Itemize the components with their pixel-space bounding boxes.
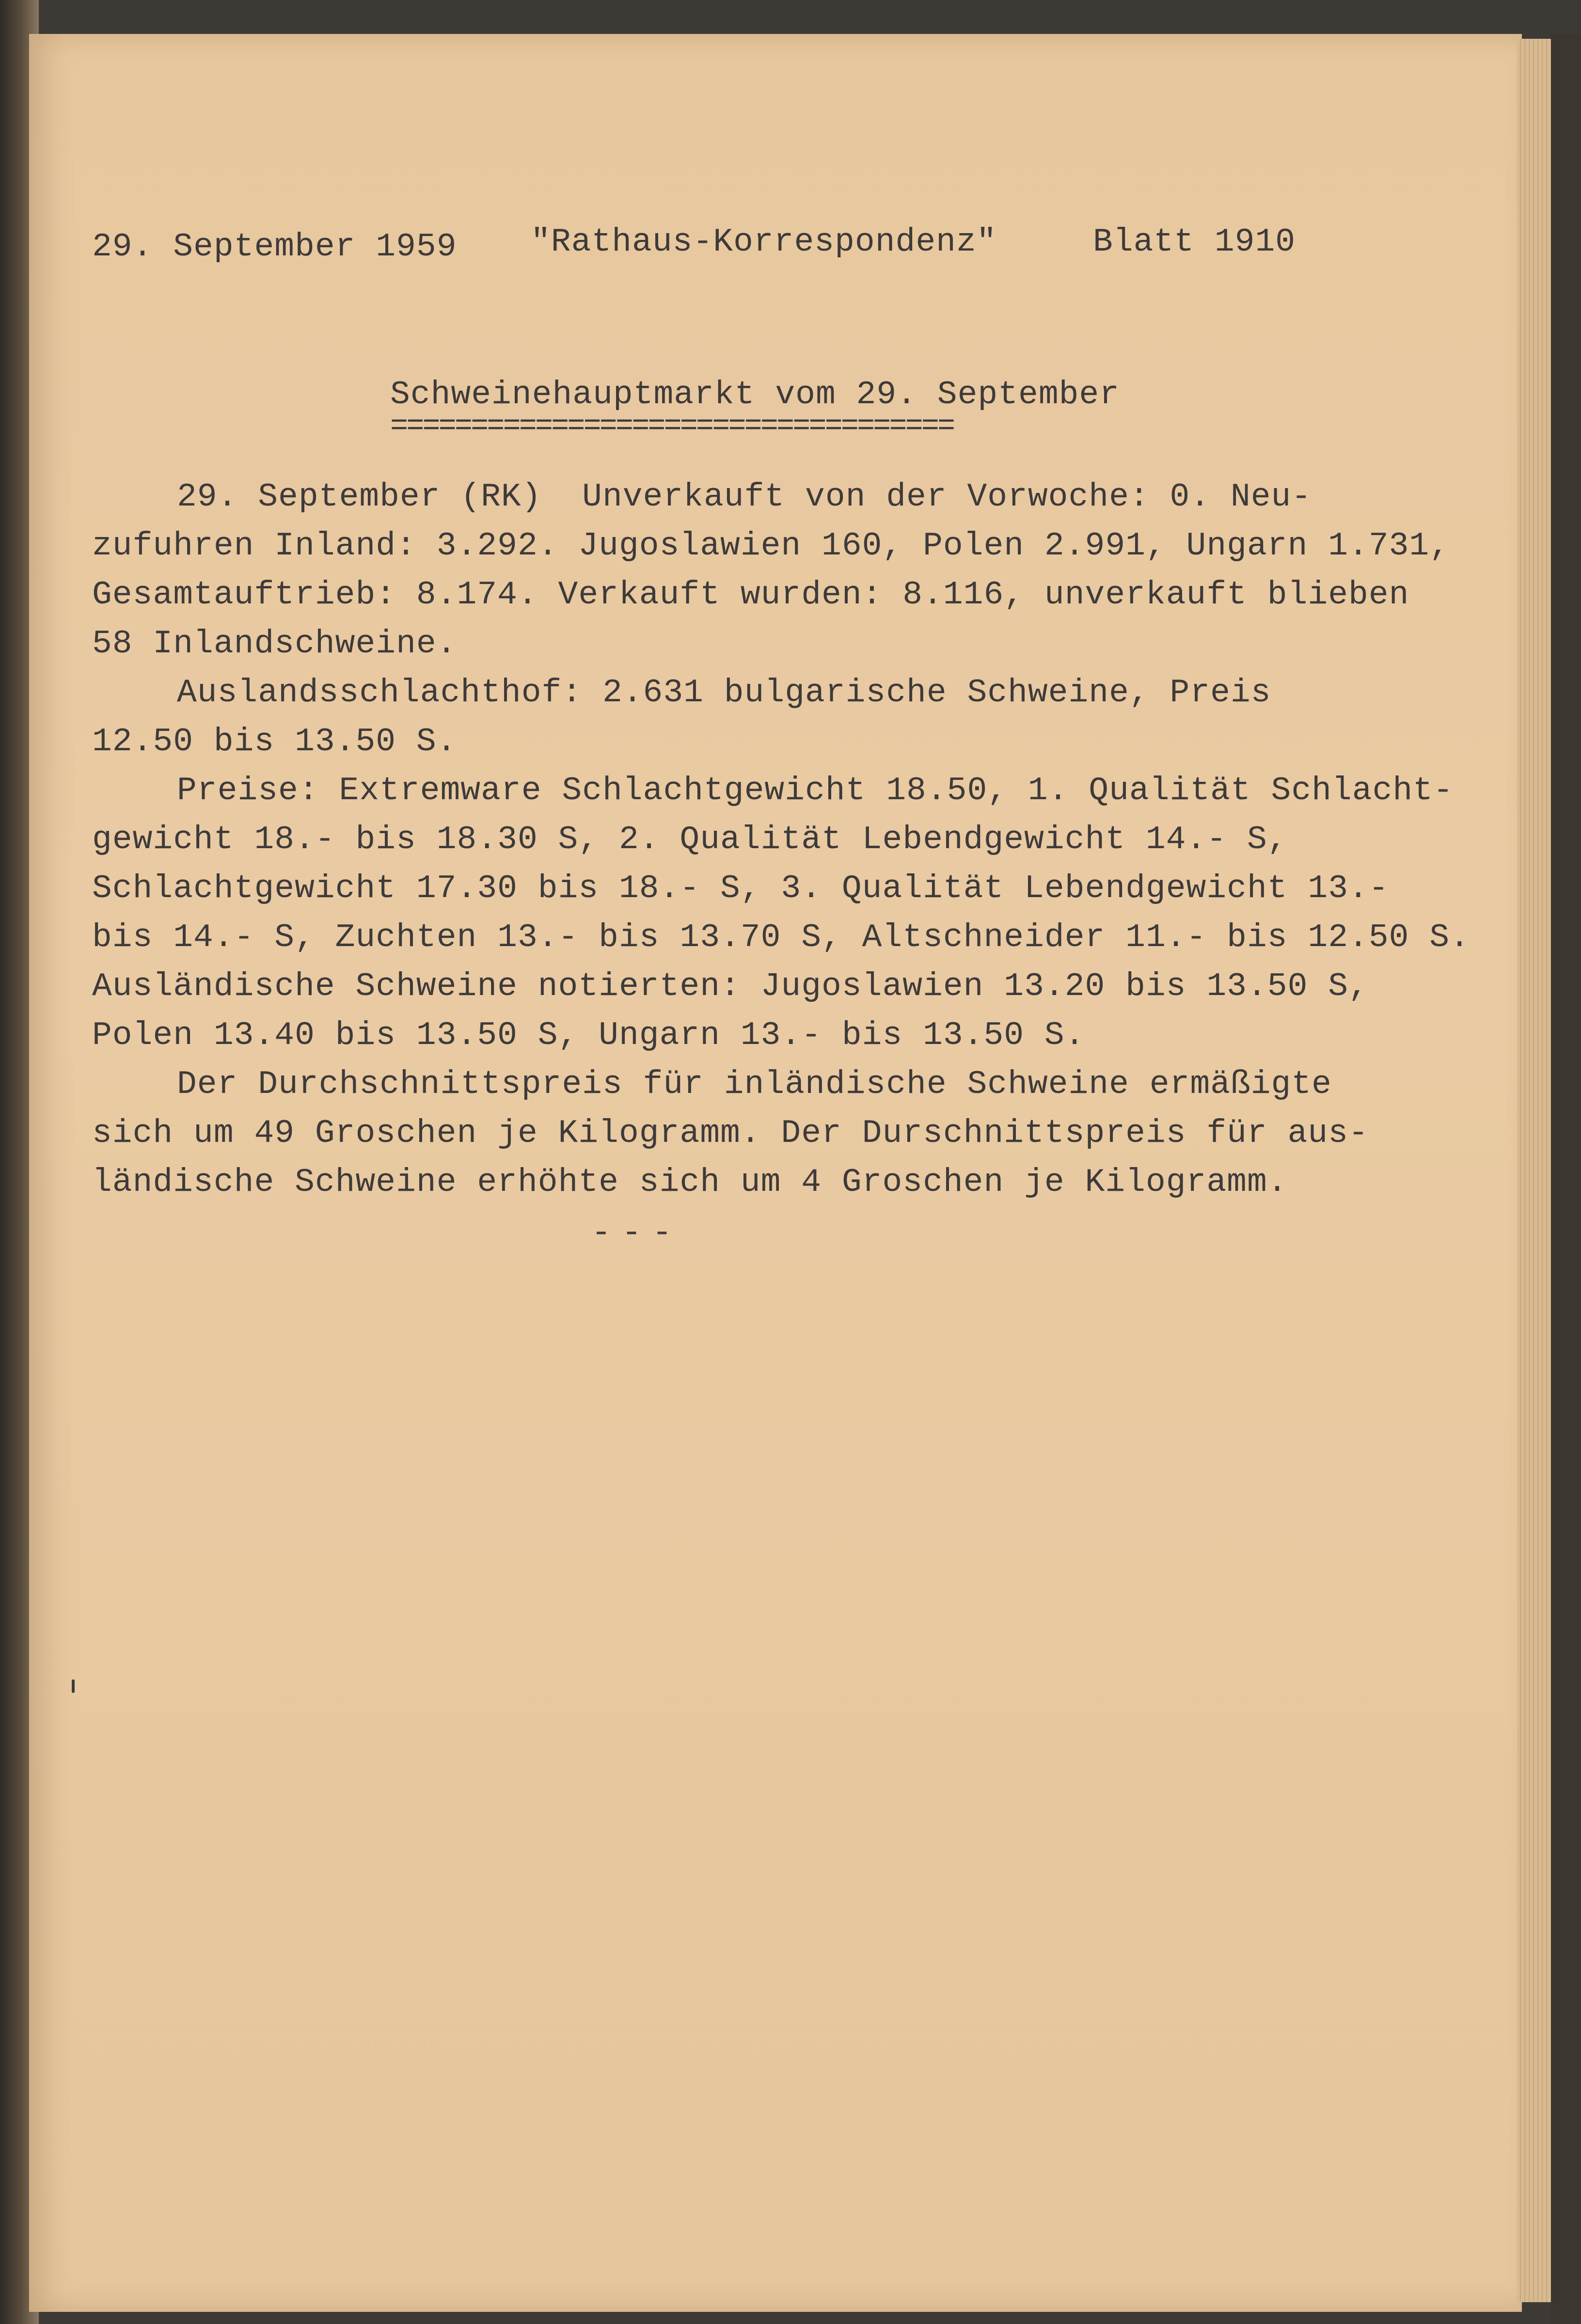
body-line: Gesamtauftrieb: 8.174. Verkauft wurden: 8.116, unverkauft blieben <box>92 576 1409 614</box>
page-stack-edge <box>1517 39 1551 2302</box>
header-date: 29. September 1959 <box>92 228 457 266</box>
body-line: ländische Schweine erhöhte sich um 4 Groschen je Kilogramm. <box>92 1164 1288 1201</box>
background-edge <box>1551 34 1581 2324</box>
body-line: zufuhren Inland: 3.292. Jugoslawien 160, Polen 2.991, Ungarn 1.731, <box>92 527 1450 565</box>
article-title: Schweinehauptmarkt vom 29. September <box>390 376 1120 413</box>
header-publication: "Rathaus-Korrespondenz" <box>531 223 997 261</box>
body-line: Der Durchschnittspreis für inländische Schweine ermäßigte <box>177 1066 1332 1103</box>
body-line: 12.50 bis 13.50 S. <box>92 723 457 760</box>
body-line: 58 Inlandschweine. <box>92 625 457 663</box>
body-line: bis 14.- S, Zuchten 13.- bis 13.70 S, Altschneider 11.- bis 12.50 S. <box>92 919 1470 956</box>
body-line: Polen 13.40 bis 13.50 S, Ungarn 13.- bis 13.50 S. <box>92 1017 1085 1054</box>
body-line: Preise: Extremware Schlachtgewicht 18.50, 1. Qualität Schlacht- <box>177 772 1454 809</box>
title-underline: =================================== <box>390 409 954 443</box>
body-line: gewicht 18.- bis 18.30 S, 2. Qualität Lebendgewicht 14.- S, <box>92 821 1288 858</box>
stray-ink-mark <box>72 1679 75 1693</box>
body-line: 29. September (RK) Unverkauft von der Vorwoche: 0. Neu- <box>177 478 1312 516</box>
body-line: Auslandsschlachthof: 2.631 bulgarische Schweine, Preis <box>177 674 1271 711</box>
body-line: Schlachtgewicht 17.30 bis 18.- S, 3. Qualität Lebendgewicht 13.- <box>92 870 1389 907</box>
body-line: sich um 49 Groschen je Kilogramm. Der Durschnittspreis für aus- <box>92 1115 1369 1152</box>
body-line: Ausländische Schweine notierten: Jugoslawien 13.20 bis 13.50 S, <box>92 968 1369 1005</box>
end-marks: --- <box>591 1215 683 1252</box>
header-sheet-number: Blatt 1910 <box>1093 223 1296 261</box>
article-body <box>92 473 1498 1207</box>
